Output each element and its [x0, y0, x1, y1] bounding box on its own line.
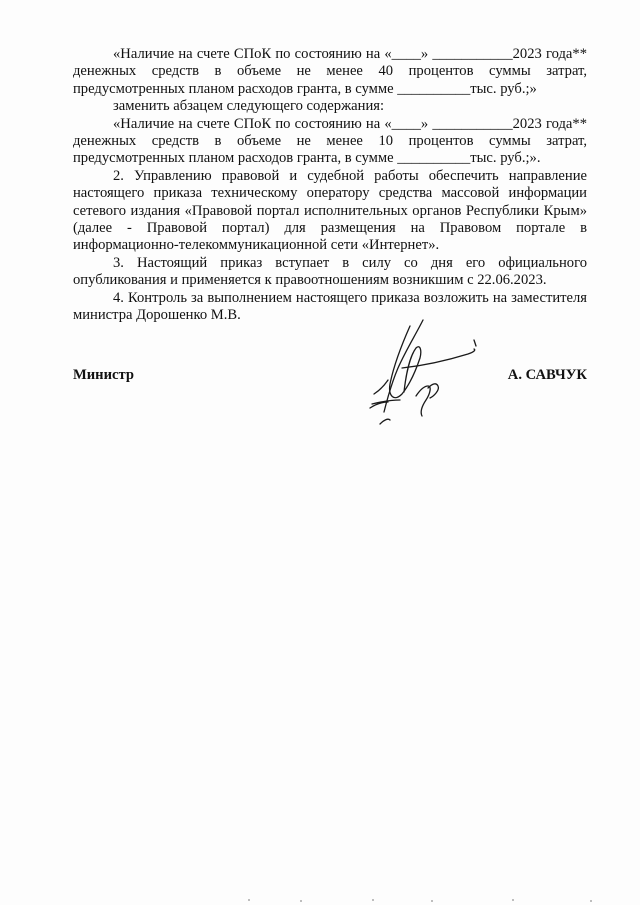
- signatory-title: Министр: [73, 367, 134, 383]
- scan-speck: [372, 899, 374, 901]
- scan-speck: [590, 900, 592, 902]
- signatory-name: А. САВЧУК: [507, 367, 587, 383]
- scan-speck: [431, 900, 433, 902]
- scan-speck: [300, 900, 302, 902]
- paragraph-item-3: 3. Настоящий приказ вступает в силу со дня его официального опубликования и применяется к правоотношениям возникшим с 22.06.2023.: [73, 254, 587, 289]
- paragraph-old-text: «Наличие на счете СПоК по состоянию на «____» ___________2023 года** денежных средств в объеме не менее 40 процентов суммы затрат, предусмотренных планом расходов гранта, в сумме __________тыс. руб.;»: [73, 46, 587, 97]
- scan-artifacts: [0, 895, 640, 905]
- handwritten-signature: [350, 316, 490, 436]
- document-body: [73, 46, 587, 325]
- paragraph-item-2: 2. Управлению правовой и судебной работы обеспечить направление настоящего приказа техническому оператору средства массовой информации сетевого издания «Правовой портал исполнительных органов Республики Крым» (далее - Правовой портал) для размещения на Правовом портале в информационно-телекоммуникационной сети «Интернет».: [73, 167, 587, 254]
- scan-speck: [248, 899, 250, 901]
- scan-speck: [512, 899, 514, 901]
- paragraph-item-4: 4. Контроль за выполнением настоящего приказа возложить на заместителя министра Дорошенко М.В.: [73, 289, 587, 324]
- signature-block: [73, 367, 587, 387]
- paragraph-replace-instruction: заменить абзацем следующего содержания:: [113, 98, 385, 115]
- paragraph-new-text: «Наличие на счете СПоК по состоянию на «____» ___________2023 года** денежных средств в объеме не менее 10 процентов суммы затрат, предусмотренных планом расходов гранта, в сумме __________тыс. руб.;».: [73, 115, 587, 167]
